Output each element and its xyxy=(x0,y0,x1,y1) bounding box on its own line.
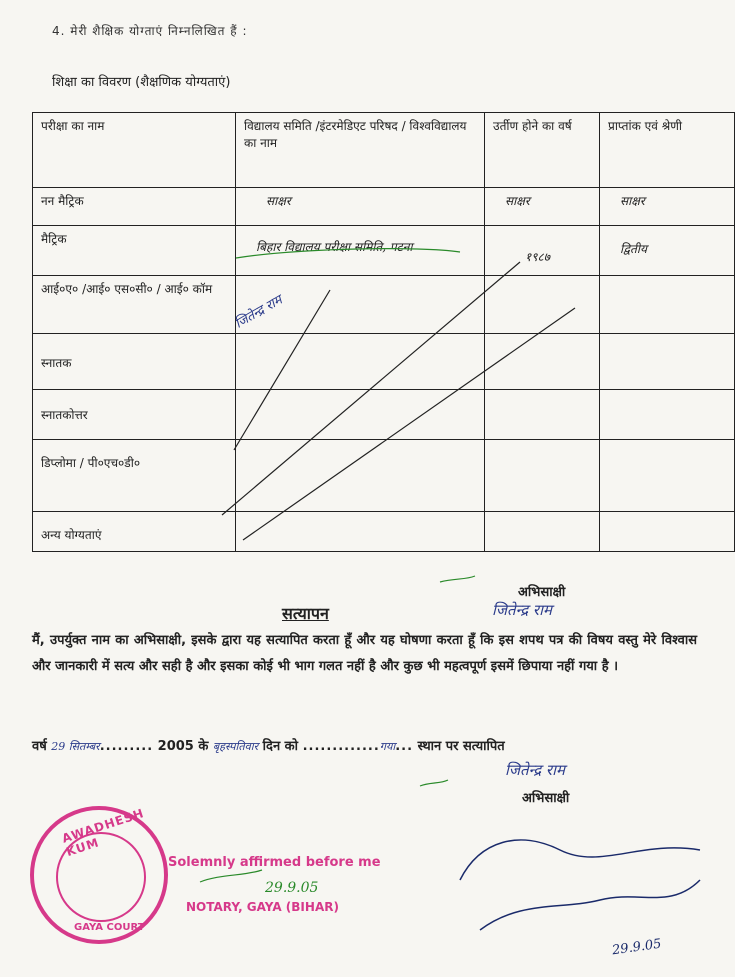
day-fill: 29 सितम्बर xyxy=(51,740,100,753)
handwritten-name-table: जितेन्द्र राम xyxy=(232,292,285,332)
row-year: साक्षर xyxy=(485,188,600,226)
row-label: स्नातकोत्तर xyxy=(33,390,236,440)
verification-dateline: वर्ष 29 सितम्बर......... 2005 के बृहस्पतिवार दिन को .............गया... स्थान पर सत्यापित xyxy=(32,739,505,754)
deponent-signature: जितेन्द्र राम xyxy=(492,601,552,619)
col-exam-name: परीक्षा का नाम xyxy=(33,113,236,188)
seal-top-text: AWADHESH KUM xyxy=(60,805,146,860)
signature-date: 29.9.05 xyxy=(611,936,663,959)
row-label: नन मैट्रिक xyxy=(33,188,236,226)
row-marks: द्वितीय xyxy=(600,226,735,276)
deponent-label-2: अभिसाक्षी xyxy=(522,791,570,806)
deponent-label: अभिसाक्षी xyxy=(518,585,566,600)
notary-seal xyxy=(30,806,168,944)
intro-line: 4. मेरी शैक्षिक योग्ताएं निम्नलिखित हैं : xyxy=(52,24,248,38)
row-label: डिप्लोमा / पी०एच०डी० xyxy=(33,440,236,512)
verification-title: सत्यापन xyxy=(282,604,329,623)
year-label: वर्ष xyxy=(32,739,47,754)
col-board-name: विद्यालय समिति /इंटरमेडिएट परिषद / विश्वविद्यालय का नाम xyxy=(236,113,485,188)
row-label: स्नातक xyxy=(33,334,236,390)
place-fill: गया xyxy=(379,740,396,753)
day-label: दिन को xyxy=(262,739,299,754)
row-label: मैट्रिक xyxy=(33,226,236,276)
col-marks-division: प्राप्तांक एवं श्रेणी xyxy=(600,113,735,188)
verification-body: मैं, उपर्युक्त नाम का अभिसाक्षी, इसके द्वारा यह सत्यापित करता हूँ और यह घोषणा करता हूँ कि इस शपथ पत्र की विषय वस्तु मेरे विश्वास और जानकारी में सत्य और सही है और इसका कोई भी भाग गलत नहीं है और कुछ भी महत्वपूर्ण इसमें छिपाया नहीं गया है । xyxy=(32,633,697,674)
row-label: अन्य योग्यताएं xyxy=(33,512,236,552)
weekday-fill: बृहस्पतिवार xyxy=(212,740,259,753)
section-heading: शिक्षा का विवरण (शैक्षणिक योग्यताएं) xyxy=(52,75,231,90)
solemnly-affirmed-text: Solemnly affirmed before me xyxy=(168,855,381,870)
notary-title: NOTARY, GAYA (BIHAR) xyxy=(186,900,339,914)
row-school: बिहार विद्यालय परीक्षा समिति, पटना xyxy=(236,226,485,276)
row-year: १९८७ xyxy=(485,226,600,276)
row-label: आई०ए० /आई० एस०सी० / आई० कॉम xyxy=(33,276,236,334)
col-pass-year: उर्तीण होने का वर्ष xyxy=(485,113,600,188)
deponent-signature-2: जितेन्द्र राम xyxy=(505,761,565,779)
notary-date: 29.9.05 xyxy=(265,880,319,896)
row-school: साक्षर xyxy=(236,188,485,226)
row-marks: साक्षर xyxy=(600,188,735,226)
place-label: स्थान पर सत्यापित xyxy=(417,739,505,754)
year-value: 2005 के xyxy=(157,739,209,754)
seal-bottom-text: GAYA COURT xyxy=(74,922,145,933)
